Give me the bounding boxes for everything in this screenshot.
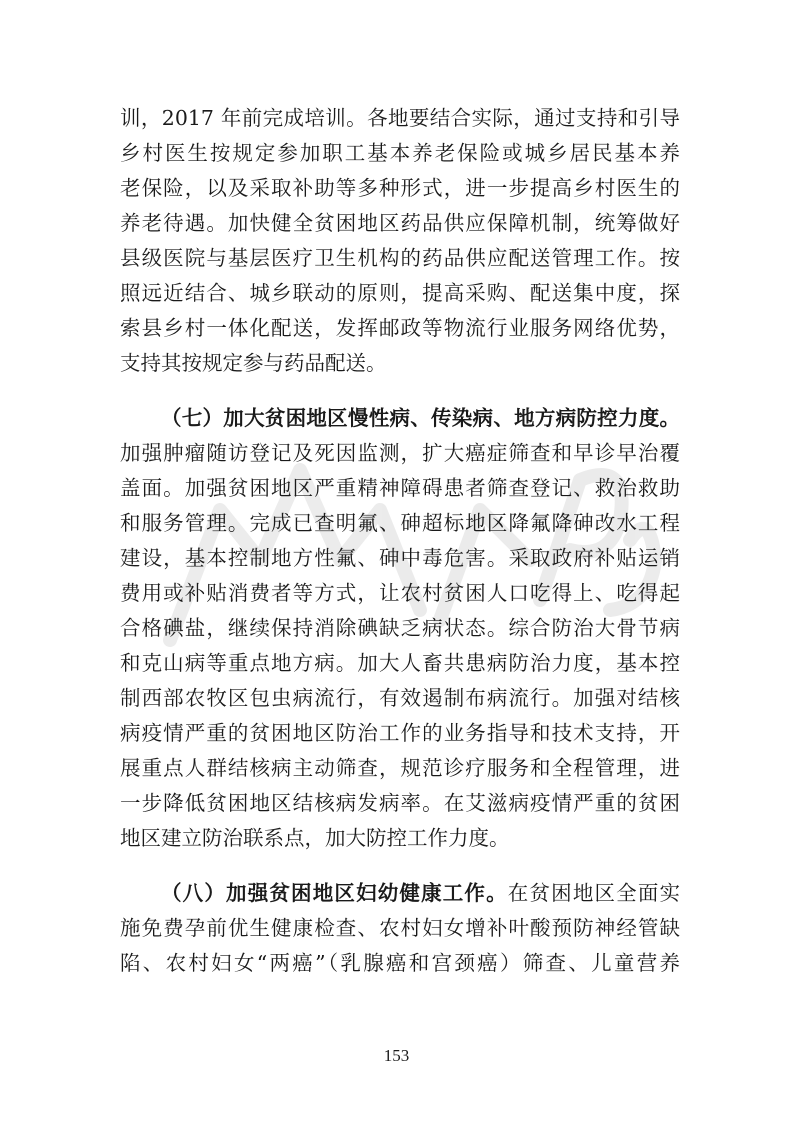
text-line: 和服务管理。完成已查明氟、砷超标地区降氟降砷改水工程 [120,511,680,535]
text-line: 训，2017 年前完成培训。各地要结合实际，通过支持和引导 [120,106,680,130]
text-line: 陷、农村妇女“两癌”（乳腺癌和宫颈癌）筛查、儿童营养 [120,951,680,975]
text-line: 建设，基本控制地方性氟、砷中毒危害。采取政府补贴运销 [120,546,680,570]
text-line: 和克山病等重点地方病。加大人畜共患病防治力度，基本控 [120,651,680,675]
text-line: 养老待遇。加快健全贫困地区药品供应保障机制，统筹做好 [120,211,680,235]
text-line: 照远近结合、城乡联动的原则，提高采购、配送集中度，探 [120,281,680,305]
page-number: 153 [383,1046,410,1065]
section-heading [161,876,680,910]
text-line: 县级医院与基层医疗卫生机构的药品供应配送管理工作。按 [120,246,680,270]
text-line: 制西部农牧区包虫病流行，有效遏制布病流行。加强对结核 [120,686,680,710]
text-line: 展重点人群结核病主动筛查，规范诊疗服务和全程管理，进 [120,756,680,780]
heading-text: （八）加强贫困地区妇幼健康工作。 [161,881,508,905]
section-heading [161,401,680,435]
text-line: 一步降低贫困地区结核病发病率。在艾滋病疫情严重的贫困 [120,791,680,815]
text-line: 盖面。加强贫困地区严重精神障碍患者筛查登记、救治救助 [120,476,680,500]
text-line: 索县乡村一体化配送，发挥邮政等物流行业服务网络优势， [120,316,680,340]
text-line: 费用或补贴消费者等方式，让农村贫困人口吃得上、吃得起 [120,581,680,605]
heading-following-text: 在贫困地区全面实 [507,881,681,905]
watermark-logo [150,390,670,690]
text-line: 老保险，以及采取补助等多种形式，进一步提高乡村医生的 [120,176,680,200]
text-line: 加强肿瘤随访登记及死因监测，扩大癌症筛查和早诊早治覆 [120,441,680,465]
text-line: 病疫情严重的贫困地区防治工作的业务指导和技术支持，开 [120,721,680,745]
text-line: 乡村医生按规定参加职工基本养老保险或城乡居民基本养 [120,141,680,165]
text-line: 施免费孕前优生健康检查、农村妇女增补叶酸预防神经管缺 [120,916,680,940]
text-line: 地区建立防治联系点，加大防控工作力度。 [120,826,510,850]
text-line: 支持其按规定参与药品配送。 [120,351,387,375]
text-line: 合格碘盐，继续保持消除碘缺乏病状态。综合防治大骨节病 [120,616,680,640]
heading-text: （七）加大贫困地区慢性病、传染病、地方病防控力度。 [161,406,680,430]
